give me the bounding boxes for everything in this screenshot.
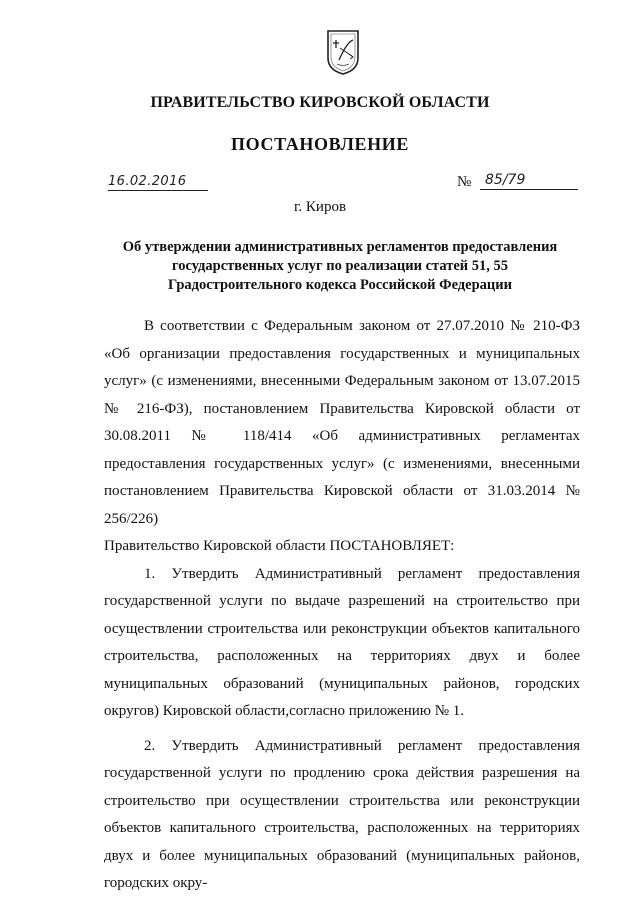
title-line-3: Градостроительного кодекса Российской Федерации [168, 277, 512, 293]
preamble-resolution: Правительство Кировской области ПОСТАНОВЛЯЕТ: [104, 538, 455, 554]
document-date: 16.02.2016 [108, 174, 208, 191]
title-line-1: Об утверждении административных регламентов предоставления [122, 239, 558, 255]
preamble-paragraph: В соответствии с Федеральным законом от 27.07.2010 № 210-ФЗ «Об организации предоставления государственных и муниципальных услуг» (с изменениями, внесенными Федеральным законом от 13.07.2015 № 216-ФЗ), постановлением Правительства Кировской области от 30.08.2011 № 118/414 «Об административных регламентах предоставления государственных услуг» (с изменениями, внесенными постановлением Правительства Кировской области от 31.03.2014 № 256/226) [104, 318, 580, 527]
document-title [100, 238, 580, 295]
city-name: г. Киров [293, 199, 347, 215]
coat-of-arms-emblem-icon [325, 28, 361, 76]
resolution-item-2: 2. Утвердить Административный регламент предоставления государственной услуги по продлению срока действия разрешения на строительство при осуществлении строительства или реконструкции объектов капитального строительства, расположенных на территориях двух и более муниципальных образований (муниципальных районов, городских окру- [104, 737, 580, 891]
title-line-2: государственных услуг по реализации статей 51, 55 [171, 258, 509, 274]
document-type: ПОСТАНОВЛЕНИЕ [231, 134, 409, 154]
document-body [104, 313, 580, 898]
resolution-item-1: 1. Утвердить Административный регламент предоставления государственной услуги по выдаче разрешений на строительство при осуществлении строительства или реконструкции объектов капитального строительства, расположенных на территориях двух и более муниципальных образований (муниципальных районов, городских округов) Кировской области,согласно приложению № 1. [104, 565, 580, 719]
organization-name: ПРАВИТЕЛЬСТВО КИРОВСКОЙ ОБЛАСТИ [150, 94, 490, 111]
document-number: 85/79 [480, 172, 578, 190]
number-label: № [457, 174, 472, 190]
